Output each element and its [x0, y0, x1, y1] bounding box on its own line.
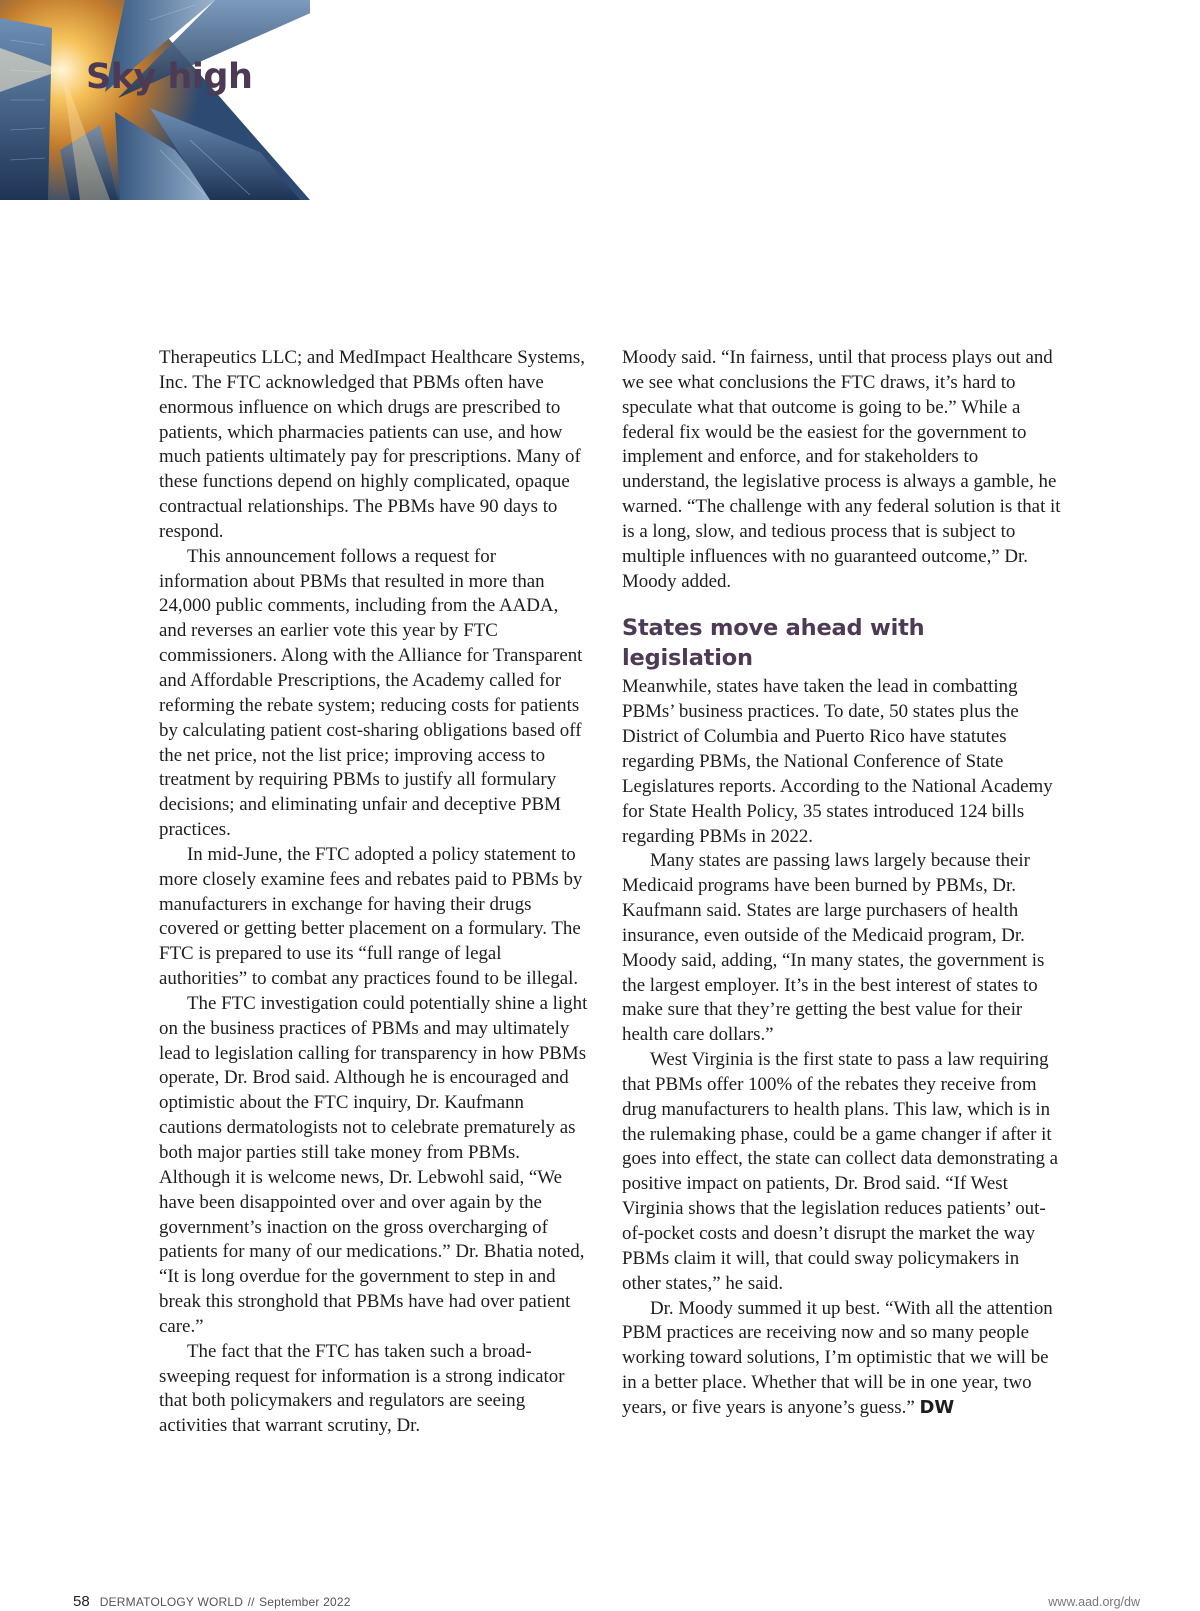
body-paragraph: Therapeutics LLC; and MedImpact Healthcare Systems, Inc. The FTC acknowledged that PBMs often have enormous influence on which drugs are prescribed to patients, which pharmacies patients can use, and how much patients ultimately pay for prescriptions. Many of these functions depend on highly complicated, opaque contractual relationships. The PBMs have 90 days to respond. — [159, 347, 585, 542]
header-image — [0, 0, 310, 200]
section-subheading: States move ahead with legislation — [622, 615, 925, 672]
body-paragraph: The fact that the FTC has taken such a broad-sweeping request for information is a strong indicator that both policymakers and regulators are seeing activities that warrant scrutiny, Dr. — [159, 1340, 565, 1437]
left-column — [159, 346, 589, 1439]
website-link[interactable]: www.aad.org/dw — [1048, 1595, 1140, 1609]
body-paragraph: This announcement follows a request for information about PBMs that resulted in more than 24,000 public comments, including from the AADA, and reverses an earlier vote this year by FTC commissioners. Along with the Alliance for Transparent and Affordable Prescriptions, the Academy called for reforming the rebate system; reducing costs for patients by calculating patient cost-sharing obligations based off the net price, not the list price; improving access to treatment by requiring PBMs to justify all formulary decisions; and eliminating unfair and deceptive PBM practices. — [159, 545, 583, 841]
page-footer — [73, 1593, 1140, 1611]
page-number: 58 — [73, 1593, 90, 1610]
end-mark: DW — [919, 1396, 955, 1418]
skyscrapers-illustration — [0, 0, 310, 200]
body-paragraph: Many states are passing laws largely because their Medicaid programs have been burned by PBMs, Dr. Kaufmann said. States are large purchasers of health insurance, even outside of the Medicaid program, Dr. Moody said, adding, “In many states, the government is the largest employer. It’s in the best interest of states to make sure that they’re getting the best value for their health care dollars.” — [622, 850, 1045, 1046]
body-paragraph: Moody said. “In fairness, until that process plays out and we see what conclusions the FTC draws, it’s hard to speculate what that outcome is going to be.” While a federal fix would be the easiest for the government to implement and enforce, and for stakeholders to understand, the legislative process is always a gamble, he warned. “The challenge with any federal solution is that it is a long, slow, and tedious process that is subject to multiple influences with no guaranteed outcome,” Dr. Moody added. — [622, 347, 1061, 592]
right-column — [622, 346, 1062, 1421]
body-paragraph: Meanwhile, states have taken the lead in combatting PBMs’ business practices. To date, 50 states plus the District of Columbia and Puerto Rico have statutes regarding PBMs, the National Conference of State Legislatures reports. According to the National Academy for State Health Policy, 35 states introduced 124 bills regarding PBMs in 2022. — [622, 676, 1053, 847]
final-paragraph-text: Dr. Moody summed it up best. “With all the attention PBM practices are receiving now and so many people working toward solutions, I’m optimistic that we will be in a better place. Whether that will be in one year, two years, or five years is anyone’s guess.” — [622, 1297, 1053, 1418]
body-paragraph: The FTC investigation could potentially shine a light on the business practices of PBMs and may ultimately lead to legislation calling for transparency in how PBMs operate, Dr. Brod said. Although he is encouraged and optimistic about the FTC inquiry, Dr. Kaufmann cautions dermatologists not to celebrate prematurely as both major parties still take money from PBMs. Although it is welcome news, Dr. Lebwohl said, “We have been disappointed over and over again by the government’s inaction on the gross overcharging of patients for many of our medications.” Dr. Bhatia noted, “It is long overdue for the government to step in and break this stronghold that PBMs have had over patient care.” — [159, 992, 588, 1337]
body-paragraph: In mid-June, the FTC adopted a policy statement to more closely examine fees and rebates paid to PBMs by manufacturers in exchange for having their drugs covered or getting better placement on a formulary. The FTC is prepared to use its “full range of legal authorities” to combat any practices found to be illegal. — [159, 843, 583, 990]
page-title: Sky high — [86, 57, 253, 97]
publication-name: DERMATOLOGY WORLD — [99, 1595, 244, 1609]
folio-separator: // — [247, 1595, 255, 1609]
final-paragraph — [622, 1297, 1062, 1421]
footer-folio — [73, 1593, 351, 1611]
body-paragraph: West Virginia is the first state to pass a law requiring that PBMs offer 100% of the rebates they receive from drug manufacturers to health plans. This law, which is in the rulemaking phase, could be a game changer if after it goes into effect, the state can collect data demonstrating a positive impact on patients, Dr. Brod said. “If West Virginia shows that the legislation reduces patients’ out-of-pocket costs and doesn’t disrupt the market the way PBMs claim it will, that could sway policymakers in other states,” he said. — [622, 1049, 1059, 1294]
issue-date: September 2022 — [259, 1595, 351, 1609]
